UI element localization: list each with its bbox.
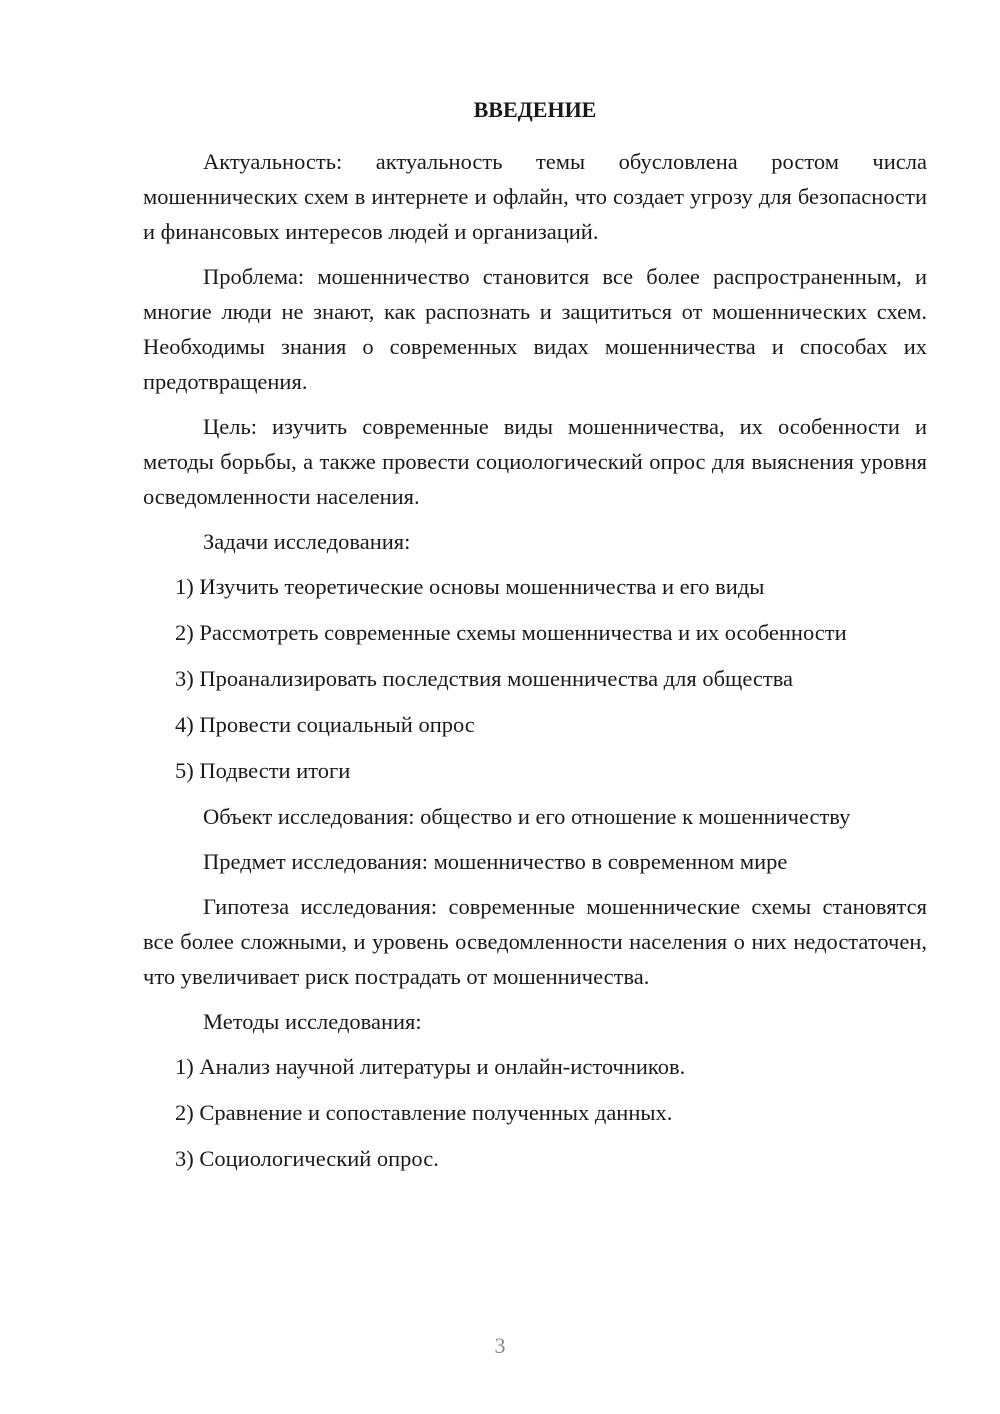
list-item: 3) Социологический опрос. <box>175 1146 439 1171</box>
methods-list <box>143 1049 927 1176</box>
document-title: ВВЕДЕНИЕ <box>473 97 597 122</box>
relevance-paragraph: Актуальность: актуальность темы обусловлена ростом числа мошеннических схем в интернете и офлайн, что создает угрозу для безопасности и финансовых интересов людей и организаций. <box>143 149 927 244</box>
list-item: 5) Подвести итоги <box>175 758 351 783</box>
hypothesis-paragraph: Гипотеза исследования: современные мошеннические схемы становятся все более сложными, и уровень осведомленности населения о них недостаточен, что увеличивает риск пострадать от мошенничества. <box>143 894 927 989</box>
list-item: 1) Анализ научной литературы и онлайн-источников. <box>175 1054 686 1079</box>
problem-paragraph: Проблема: мошенничество становится все более распространенным, и многие люди не знают, как распознать и защититься от мошеннических схем. Необходимы знания о современных видах мошенничества и способах их предотвращения. <box>143 264 927 394</box>
page-number: 3 <box>494 1333 506 1358</box>
document-page <box>143 92 927 1187</box>
list-item: 3) Проанализировать последствия мошенничества для общества <box>175 666 794 691</box>
list-item: 1) Изучить теоретические основы мошенничества и его виды <box>175 574 765 599</box>
tasks-heading: Задачи исследования: <box>203 529 411 554</box>
list-item: 2) Сравнение и сопоставление полученных данных. <box>175 1100 673 1125</box>
subject-paragraph: Предмет исследования: мошенничество в современном мире <box>203 849 788 874</box>
methods-heading: Методы исследования: <box>203 1009 422 1034</box>
goal-paragraph: Цель: изучить современные виды мошенничества, их особенности и методы борьбы, а также провести социологический опрос для выяснения уровня осведомленности населения. <box>143 414 927 509</box>
list-item: 4) Провести социальный опрос <box>175 712 475 737</box>
object-paragraph: Объект исследования: общество и его отношение к мошенничеству <box>203 804 851 829</box>
list-item: 2) Рассмотреть современные схемы мошенничества и их особенности <box>175 620 847 645</box>
tasks-list <box>143 569 927 788</box>
